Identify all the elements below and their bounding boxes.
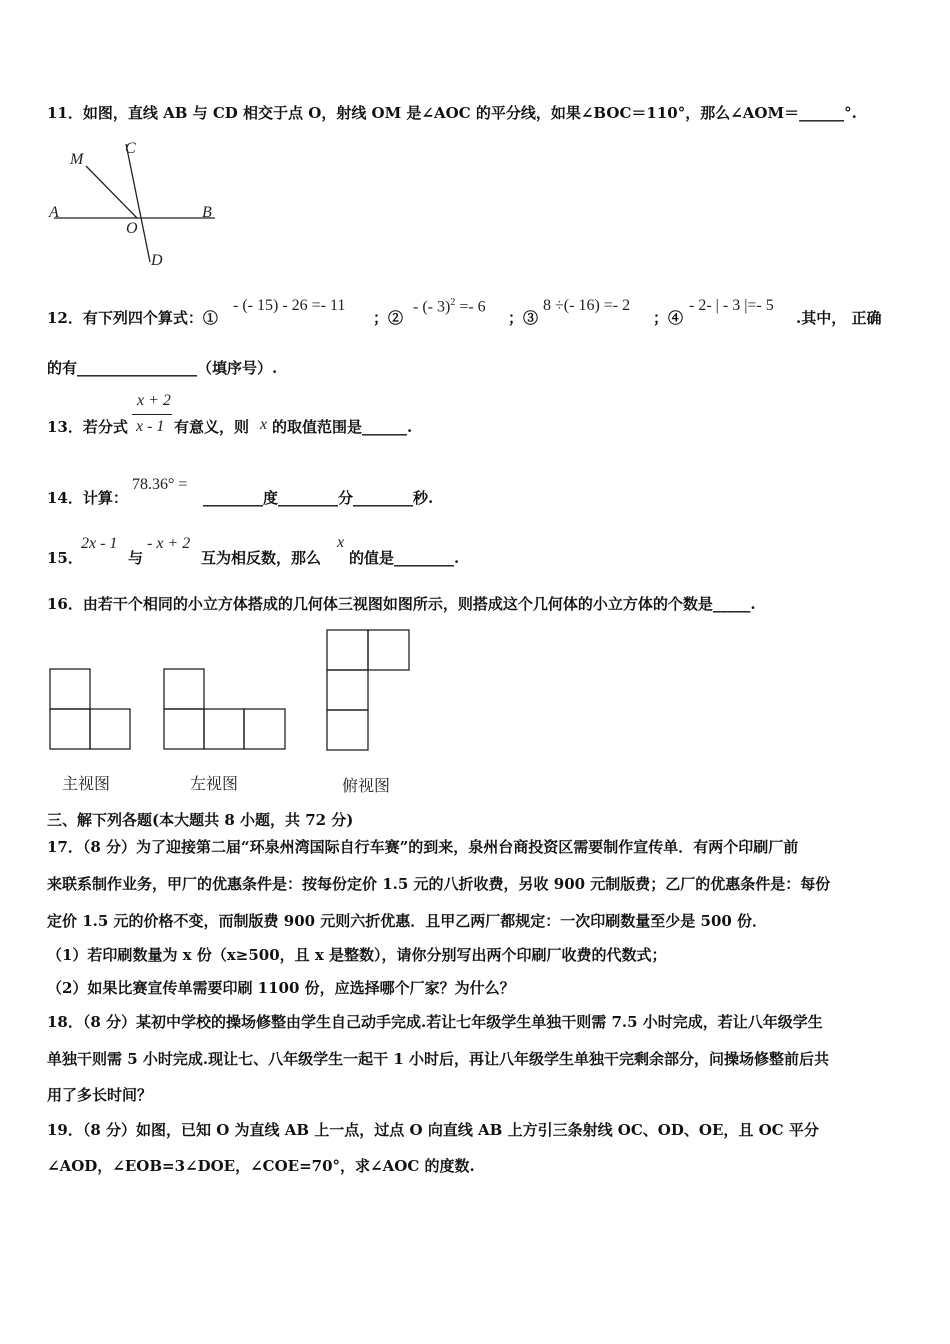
- q12-line2: 的有________________（填序号）.: [47, 359, 278, 377]
- label-o: O: [126, 220, 138, 237]
- q12-expr1: - (- 15) - 26 =- 11: [233, 297, 346, 314]
- q12-expr3: 8 ÷(- 16) =- 2: [543, 297, 631, 314]
- ray-om: [86, 166, 137, 218]
- q17-line-1: 17．（8 分）为了迎接第二届“环泉州湾国际自行车赛”的到来，泉州台商投资区需要制作宣传单．有两个印刷厂前: [47, 838, 799, 856]
- label-a: A: [49, 204, 59, 221]
- q13-numerator: x + 2: [137, 392, 171, 409]
- q19-line-2: ∠AOD，∠EOB=3∠DOE，∠COE=70°，求∠AOC 的度数.: [47, 1157, 475, 1175]
- q19-line-1: 19．（8 分）如图，已知 O 为直线 AB 上一点，过点 O 向直线 AB 上方引三条射线 OC、OD、OE，且 OC 平分: [47, 1121, 819, 1139]
- q12-expr2: - (- 3)$^2$ =- 6: [413, 297, 486, 316]
- label-m: M: [70, 151, 84, 168]
- q13-fraction-bar: [132, 414, 172, 415]
- line-cd: [126, 144, 150, 262]
- q15-suffix-b: 的值是________.: [349, 549, 460, 567]
- q13-suffix-b: 的取值范围是______.: [272, 418, 413, 436]
- q13-suffix-a: 有意义，则: [174, 418, 250, 436]
- q12-sep2: ；③: [508, 309, 539, 327]
- label-d: D: [151, 252, 163, 269]
- q16-text: 16．由若干个相同的小立方体搭成的几何体三视图如图所示，则搭成这个几何体的小立方体的个数是_____.: [47, 595, 756, 613]
- q12-expr4: - 2- | - 3 |=- 5: [689, 297, 774, 314]
- q15-suffix-a: 互为相反数，那么: [201, 549, 322, 567]
- q12-sep1: ；②: [373, 309, 404, 327]
- q15-prefix: 15．: [47, 549, 83, 567]
- q15-expr1: 2x - 1: [81, 535, 118, 552]
- q12-prefix: 12．有下列四个算式：①: [47, 309, 218, 327]
- left-view-label: 左视图: [190, 776, 239, 793]
- three-views-figure: [45, 625, 425, 755]
- q13-prefix: 13．若分式: [47, 418, 128, 436]
- q12-suffix: .其中， 正确: [796, 309, 882, 327]
- q13-denominator: x - 1: [136, 418, 165, 435]
- front-view: [50, 669, 130, 749]
- q11-figure: [40, 135, 220, 275]
- q17-line-4: （1）若印刷数量为 x 份（x≥500，且 x 是整数），请你分别写出两个印刷厂收费的代数式；: [47, 946, 667, 964]
- top-view: [327, 630, 409, 750]
- q18-line-3: 用了多长时间？: [47, 1086, 153, 1104]
- q15-var: x: [337, 534, 345, 551]
- q17-line-2: 来联系制作业务，甲厂的优惠条件是：按每份定价 1.5 元的八折收费，另收 900 元制版费；乙厂的优惠条件是：每份: [47, 875, 831, 893]
- q17-line-3: 定价 1.5 元的价格不变，而制版费 900 元则六折优惠．且甲乙两厂都规定：一次印刷数量至少是 500 份．: [47, 912, 768, 930]
- q12-sep3: ；④: [653, 309, 684, 327]
- q14-expr: 78.36° =: [132, 476, 188, 493]
- label-c: C: [125, 140, 136, 157]
- q14-suffix: ________度________分________秒.: [203, 489, 434, 507]
- q13-var: x: [260, 416, 268, 433]
- top-view-label: 俯视图: [342, 778, 391, 795]
- q17-line-5: （2）如果比赛宣传单需要印刷 1100 份，应选择哪个厂家？为什么？: [47, 979, 515, 997]
- q18-line-2: 单独干则需 5 小时完成.现让七、八年级学生一起干 1 小时后，再让八年级学生单独干完剩余部分，问操场修整前后共: [47, 1050, 829, 1068]
- q15-mid: 与: [128, 549, 144, 567]
- label-b: B: [202, 204, 212, 221]
- section-3-heading: 三、解下列各题(本大题共 8 小题，共 72 分): [47, 811, 354, 829]
- q11-text: 11．如图，直线 AB 与 CD 相交于点 O，射线 OM 是∠AOC 的平分线，如果∠BOC＝110°，那么∠AOM＝______°.: [47, 104, 857, 122]
- q14-prefix: 14．计算：: [47, 489, 128, 507]
- left-view: [164, 669, 285, 749]
- front-view-label: 主视图: [62, 776, 111, 793]
- q15-expr2: - x + 2: [147, 535, 191, 552]
- q18-line-1: 18．（8 分）某初中学校的操场修整由学生自己动手完成.若让七年级学生单独干则需 7.5 小时完成，若让八年级学生: [47, 1013, 823, 1031]
